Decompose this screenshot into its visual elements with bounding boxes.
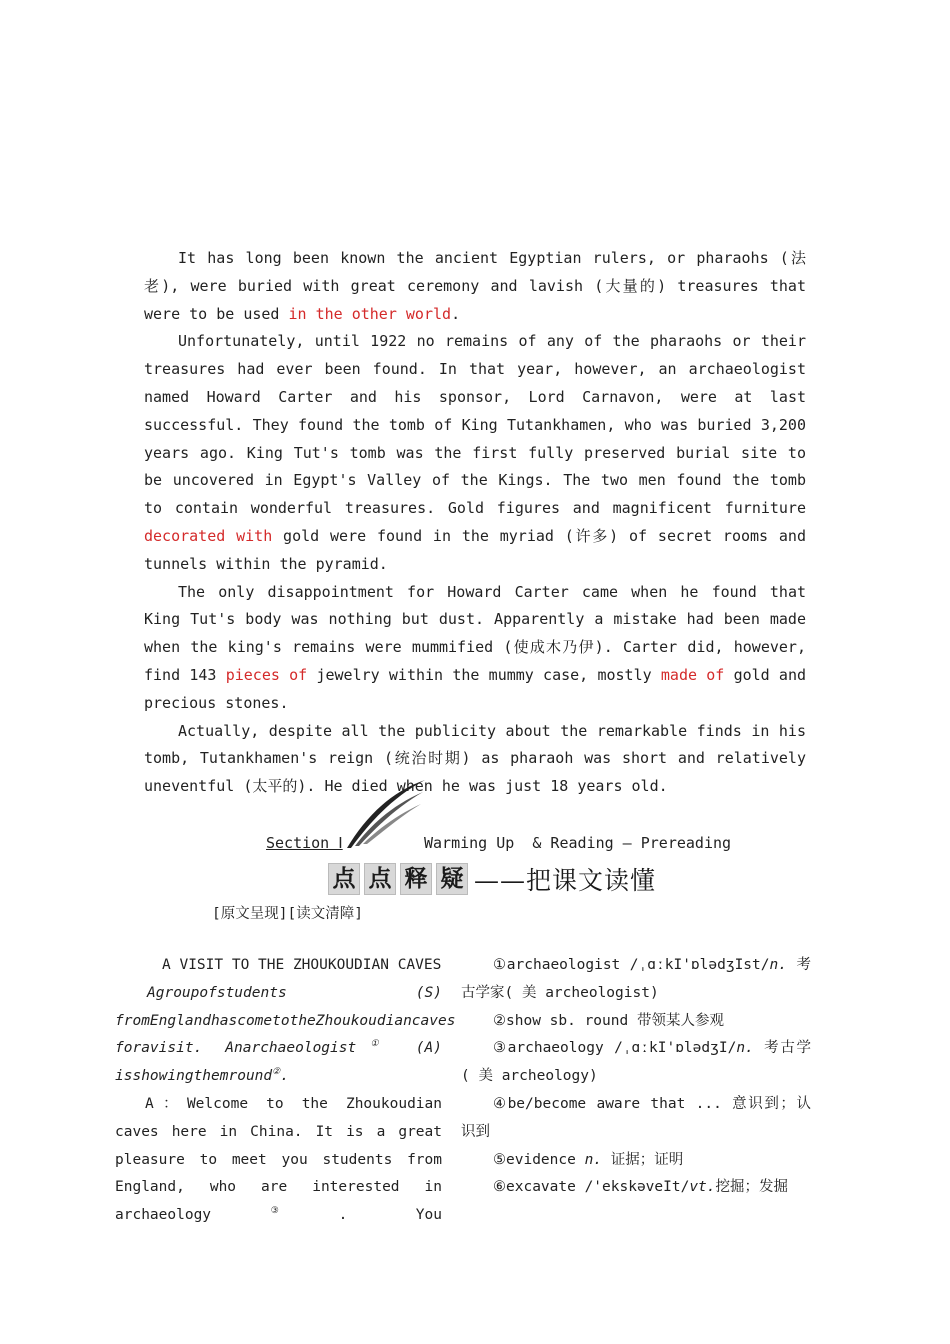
text: 考古学( 美 archeology) [461, 1040, 811, 1085]
banner-char: 释 [400, 863, 432, 895]
left-column [115, 952, 456, 1230]
text: 证据；证明 [602, 1151, 684, 1168]
text: ①archaeologist /ˌɑːkI'ɒlədʒIst/ [493, 957, 770, 973]
paragraph-4: Actually, despite all the publicity about the remarkable finds in his tomb, Tutankhamen's reign (统治时期) as pharaoh was short and relatively uneventful (太平的). He died when he was just 18 years old. [144, 721, 806, 796]
dialogue-speech [115, 1091, 442, 1230]
dialogue-intro [115, 980, 456, 1091]
dialogue-title: A VISIT TO THE ZHOUKOUDIAN CAVES [162, 957, 442, 973]
note-item: ④be/become aware that ... 意识到；认识到 [461, 1095, 811, 1140]
paragraph-1 [144, 245, 806, 328]
main-passage [144, 245, 806, 801]
notes-column [461, 952, 811, 1202]
part-of-speech: n. [584, 1151, 603, 1168]
note-item [461, 1035, 811, 1091]
note-item [461, 1147, 811, 1175]
text: 挖掘；发掘 [715, 1179, 789, 1196]
text: ③archaeology /ˌɑːkI'ɒlədʒI/ [493, 1040, 737, 1057]
text: Unfortunately, until 1922 no remains of any of the pharaohs or their treasures had ever been found. In that year, however, an archaeologist named Howard Carter and his sponsor, Lord Carnavon, were at last successful. They found the tomb of King Tutankhamen, who was buried 3,200 years ago. King Tut's tomb was the first fully preserved burial site to be uncovered in Egypt's Valley of the Kings. The two men found the tomb to contain wonderful treasures. Gold figures and magnificent furniture [144, 332, 806, 518]
banner-title [328, 862, 656, 896]
part-of-speech: n. [736, 1040, 754, 1057]
text: Agroupofstudents (S) fromEnglandhascometotheZhoukoudiancaves foravisit. Anarchaeologist [115, 984, 456, 1057]
banner-text: ——把课文读懂 [474, 866, 657, 895]
footnote-marker: ③ [211, 1206, 339, 1217]
paragraph-2 [144, 328, 806, 578]
text: (A) isshowingthemround [115, 1040, 442, 1085]
subheading: [原文呈现][读文清障] [212, 906, 363, 922]
text: ⑥excavate /'ekskəveIt/ [493, 1179, 690, 1196]
note-item [461, 1174, 811, 1202]
section-topic: Warming Up & Reading — Prereading [424, 834, 732, 852]
banner-char: 疑 [436, 863, 468, 895]
banner-char: 点 [364, 863, 396, 895]
highlighted-phrase: pieces of [225, 665, 308, 684]
text: gold and precious stones. [144, 665, 807, 712]
text: . You [338, 1207, 442, 1224]
highlighted-phrase: in the other world [288, 304, 452, 323]
part-of-speech: vt. [689, 1179, 716, 1196]
note-item [461, 952, 811, 1008]
paragraph-3 [144, 579, 806, 718]
text: 考古学家( 美 archeologist) [461, 957, 811, 1001]
note-item: ②show sb. round 带领某人参观 [493, 1012, 724, 1029]
text: jewelry within the mummy case, mostly [307, 665, 661, 684]
banner-char: 点 [328, 863, 360, 895]
text: . [451, 304, 461, 323]
footnote-marker: ② [272, 1067, 281, 1078]
section-label: Section Ⅰ [266, 834, 343, 852]
text: It has long been known the ancient Egyptian rulers, or pharaohs (法老), were buried with great ceremony and lavish (大量的) treasures that were to be used [144, 249, 806, 323]
text: The only disappointment for Howard Carter came when he found that King Tut's body was nothing but dust. Apparently a mistake had been made when the king's remains were mummified (使成木乃伊). Carter did, however, find 143 [144, 582, 806, 684]
text: gold were found in the myriad (许多) of secret rooms and tunnels within the pyramid. [144, 526, 806, 573]
text: A：Welcome to the Zhoukoudian caves here in China. It is a great pleasure to meet you students from England, who are interested in archaeology [115, 1095, 442, 1224]
section-heading [266, 830, 766, 858]
text: . [280, 1068, 289, 1085]
part-of-speech: n. [769, 957, 787, 973]
text: ⑤evidence [493, 1151, 585, 1168]
footnote-marker: ① [356, 1039, 393, 1050]
highlighted-phrase: made of [660, 665, 725, 684]
highlighted-phrase: decorated with [144, 526, 273, 545]
